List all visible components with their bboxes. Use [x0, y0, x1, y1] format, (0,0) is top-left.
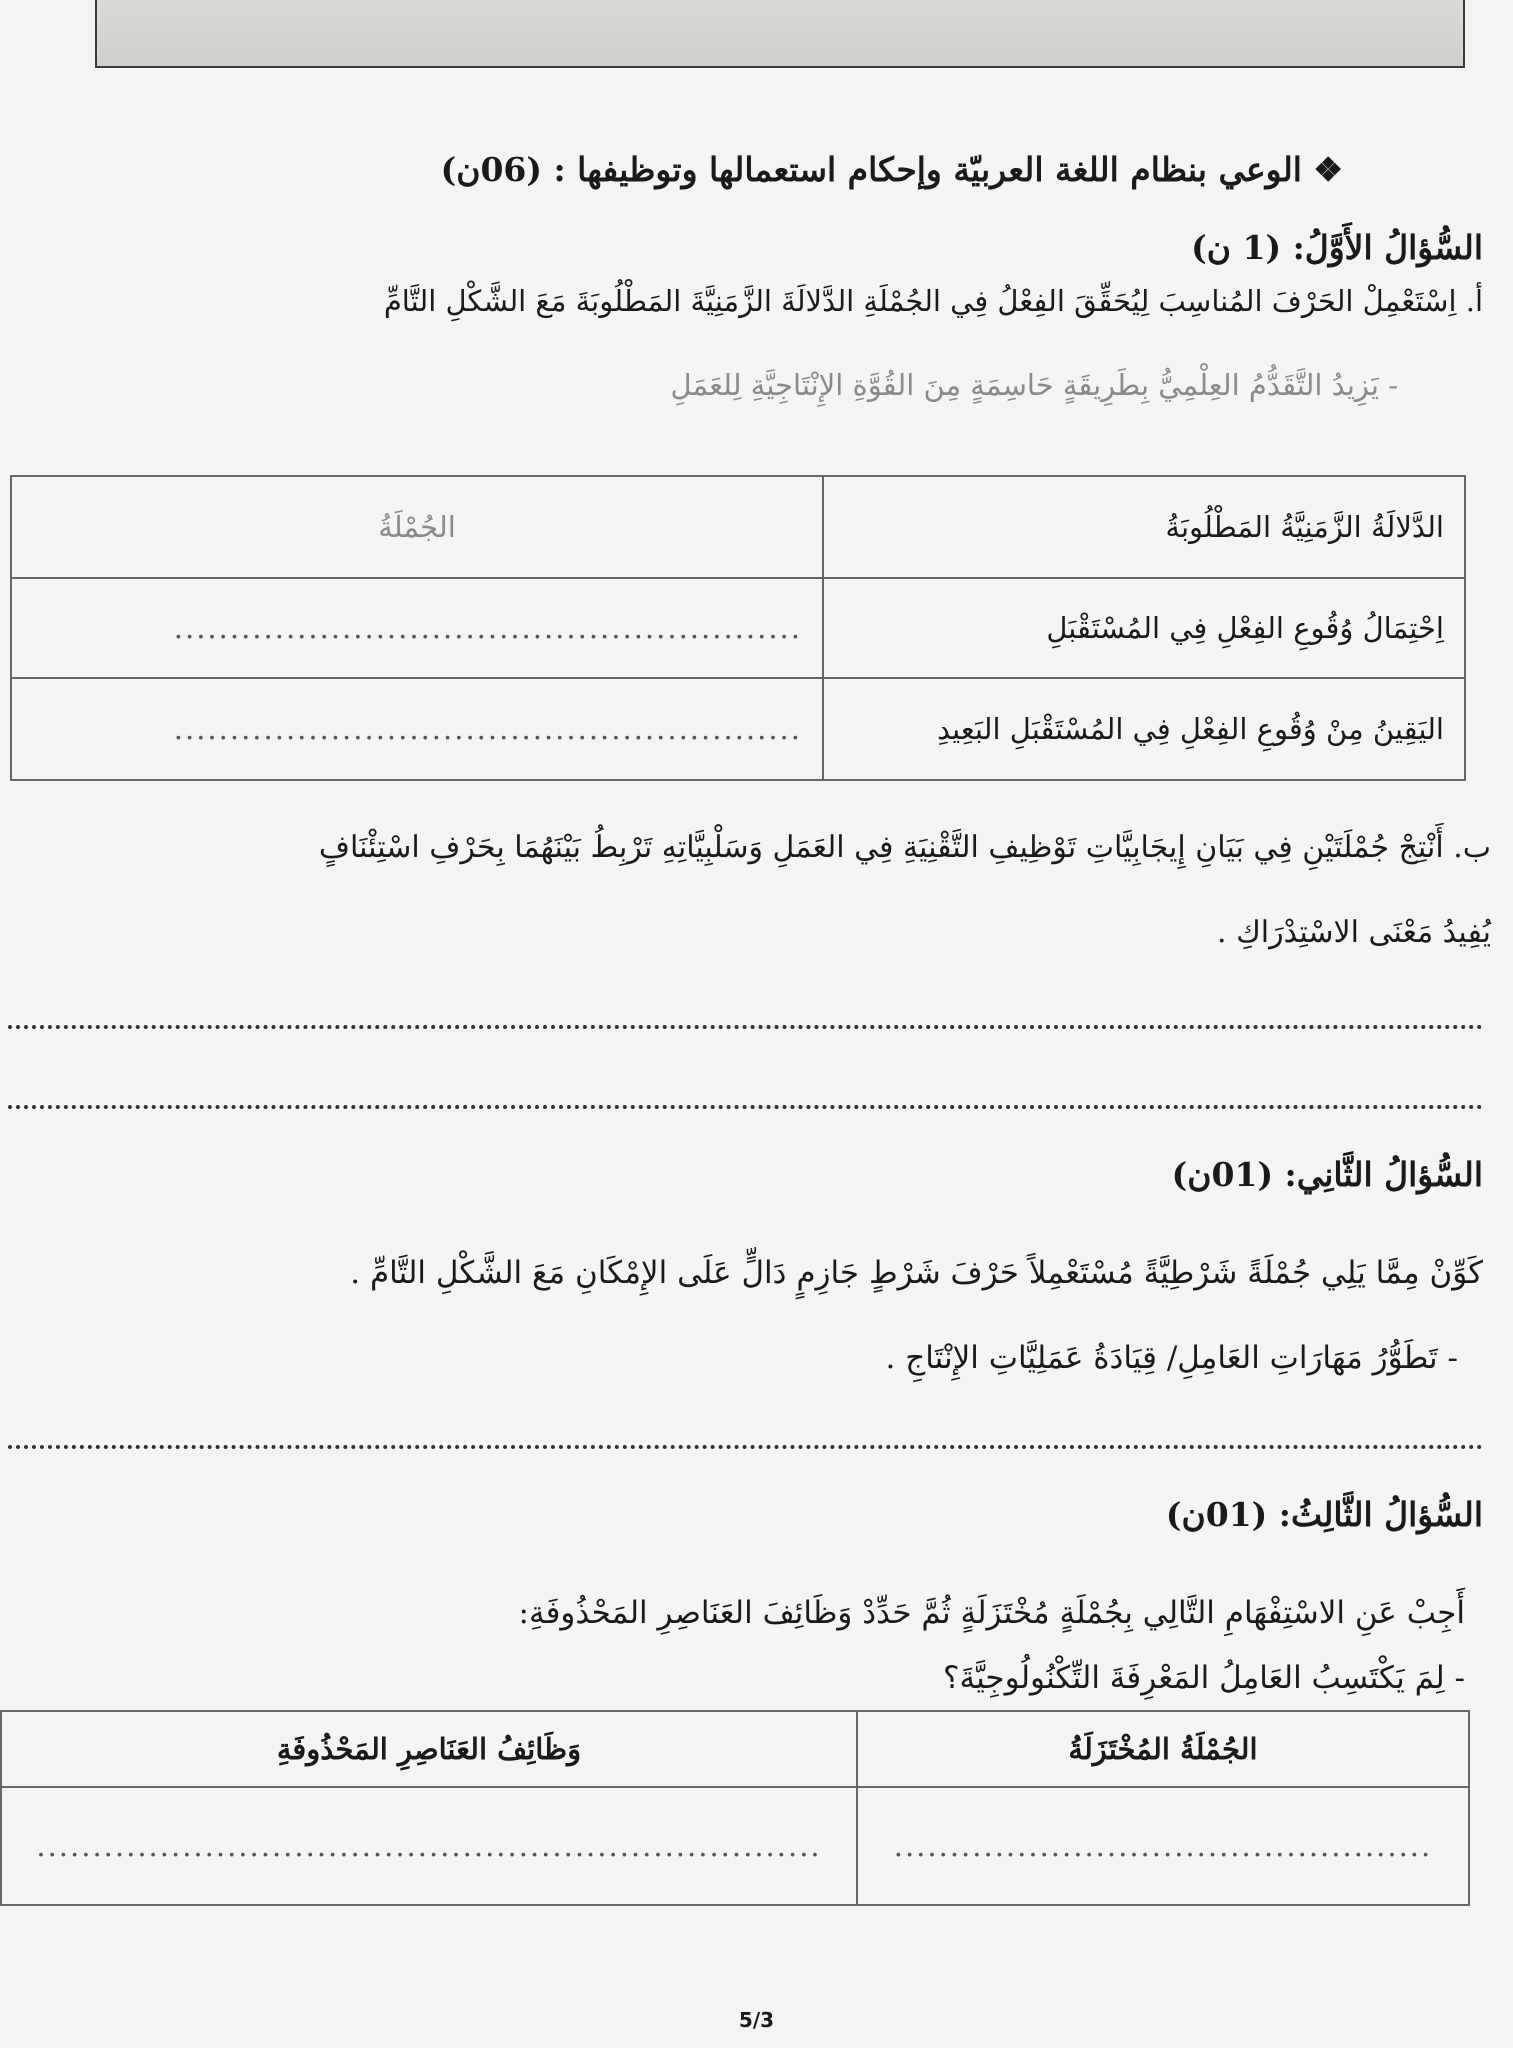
q1-part-b-line1: ب. أَنْتِجْ جُمْلَتَيْنِ فِي بَيَانِ إِيجَابِيَّاتِ تَوْظِيفِ التَّقْنِيَةِ فِي العَمَلِ وَسَلْبِيَّاتِهِ تَرْبِطُ بَيْنَهُمَا بِحَرْفِ اسْتِئْنَافٍ: [318, 830, 1491, 865]
q3-answer-functions[interactable]: ......................................................................: [1, 1787, 857, 1905]
q1-table-header-row: [11, 476, 1465, 578]
table-row: [11, 578, 1465, 678]
q2-item: - تَطَوُّرُ مَهَارَاتِ العَامِلِ/ قِيَادَةُ عَمَلِيَّاتِ الإِنْتَاجِ .: [885, 1340, 1458, 1376]
q3-table-header-short: الجُمْلَةُ المُخْتَزَلَةُ: [857, 1711, 1469, 1787]
q3-table-header-row: [1, 1711, 1469, 1787]
q1-table-header-time: الدَّلالَةُ الزَّمَنِيَّةُ المَطْلُوبَةُ: [823, 476, 1465, 578]
table-row: [11, 678, 1465, 780]
answer-line-3[interactable]: [8, 1445, 1483, 1449]
header-bar: [95, 0, 1465, 68]
q3-text: أَجِبْ عَنِ الاسْتِفْهَامِ التَّالِي بِجُمْلَةٍ مُخْتَزَلَةٍ ثُمَّ حَدِّدْ وَظَائِفَ العَنَاصِرِ المَحْذُوفَةِ:: [518, 1595, 1465, 1631]
q1-row2-answer[interactable]: ........................................................: [11, 678, 823, 780]
q2-title: السُّؤالُ الثَّانِي: (01ن): [1171, 1155, 1483, 1194]
q3-question: - لِمَ يَكْتَسِبُ العَامِلُ المَعْرِفَةَ التِّكْنُولُوجِيَّةَ؟: [943, 1660, 1465, 1696]
q3-table: [0, 1710, 1470, 1906]
answer-line-1[interactable]: [8, 1025, 1483, 1029]
q1-row2-time: اليَقِينُ مِنْ وُقُوعِ الفِعْلِ فِي المُسْتَقْبَلِ البَعِيدِ: [823, 678, 1465, 780]
table-row: [1, 1787, 1469, 1905]
answer-line-2[interactable]: [8, 1105, 1483, 1109]
q3-title: السُّؤالُ الثَّالِثُ: (01ن): [1165, 1495, 1483, 1534]
page-number: 5/3: [738, 2008, 775, 2032]
q1-table-header-sentence: الجُمْلَةُ: [11, 476, 823, 578]
q1-part-b-line2: يُفِيدُ مَعْنَى الاسْتِدْرَاكِ .: [1217, 915, 1491, 950]
q2-text: كَوِّنْ مِمَّا يَلِي جُمْلَةً شَرْطِيَّةً مُسْتَعْمِلاً حَرْفَ شَرْطٍ جَازِمٍ دَالٍّ عَلَى الإِمْكَانِ مَعَ الشَّكْلِ التَّامِّ .: [350, 1255, 1483, 1291]
q3-answer-short[interactable]: ................................................: [857, 1787, 1469, 1905]
section-title: ❖ الوعي بنظام اللغة العربيّة وإحكام استعمالها وتوظيفها : (06ن): [440, 150, 1343, 189]
q1-row1-time: اِحْتِمَالُ وُقُوعِ الفِعْلِ فِي المُسْتَقْبَلِ: [823, 578, 1465, 678]
q1-part-a: [384, 284, 1483, 318]
q1-part-a-text: أ. اِسْتَعْمِلْ الحَرْفَ المُناسِبَ لِيُحَقِّقَ الفِعْلُ فِي الجُمْلَةِ الدَّلالَةَ الزَّمَنِيَّةَ المَطْلُوبَةَ مَعَ الشَّكْلِ التَّامِّ: [383, 284, 1483, 318]
q1-title: السُّؤالُ الأَوَّلُ: (1 ن): [1191, 228, 1483, 267]
q3-table-header-functions: وَظَائِفُ العَنَاصِرِ المَحْذُوفَةِ: [1, 1711, 857, 1787]
q1-sentence: - يَزِيدُ التَّقَدُّمُ العِلْمِيُّ بِطَرِيقَةٍ حَاسِمَةٍ مِنَ القُوَّةِ الإِنْتَاجِيَّةِ لِلعَمَلِ: [670, 368, 1398, 402]
q1-table: [10, 475, 1466, 781]
q1-row1-answer[interactable]: ........................................................: [11, 578, 823, 678]
